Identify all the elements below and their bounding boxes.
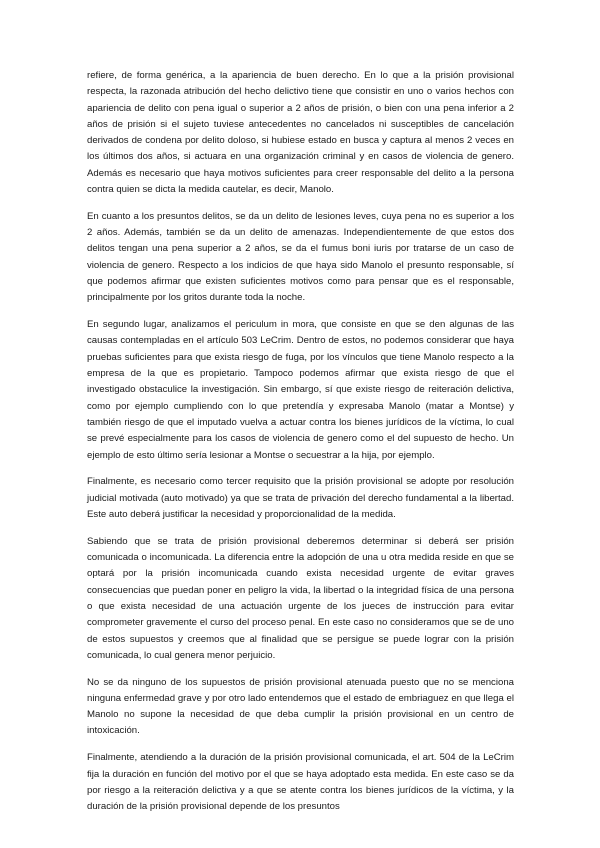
paragraph-duracion: Finalmente, atendiendo a la duración de la prisión provisional comunicada, el art. 504 de la LeCrim fija la duración en función del motivo por el que se haya adoptado esta medida. En este caso se da por riesgo a la reiteración delictiva y a que se atente contra los bienes jurídicos de la víctima, y la duración de la prisión provisional depende de los presuntos bbox=[87, 752, 514, 813]
document-body bbox=[87, 68, 514, 826]
paragraph-prision-atenuada: No se da ninguno de los supuestos de prisión provisional atenuada puesto que no se menciona ninguna enfermedad grave y por otro lado entendemos que el estado de embriaguez en que llega el Manolo no supone la necesidad de que deba cumplir la prisión provisional en un centro de intoxicación. bbox=[87, 676, 514, 737]
paragraph-resolucion-judicial: Finalmente, es necesario como tercer requisito que la prisión provisional se adopte por resolución judicial motivada (auto motivado) ya que se trata de privación del derecho fundamental a la libertad. Este auto deberá justificar la necesidad y proporcionalidad de la medida. bbox=[87, 476, 514, 520]
paragraph-periculum-in-mora: En segundo lugar, analizamos el periculum in mora, que consiste en que se den algunas de las causas contempladas en el artículo 503 LeCrim. Dentro de estos, no podemos considerar que haya pruebas suficientes para que exista riesgo de fuga, por los vínculos que tiene Manolo respecto a la empresa de la que es propietario. Tampoco podemos afirmar que exista riesgo de que el investigado obstaculice la investigación. Sin embargo, sí que existe riesgo de reiteración delictiva, como por ejemplo cumpliendo con lo que pretendía y expresaba Manolo (matar a Montse) y también riesgo de que el imputado vuelva a actuar contra los bienes jurídicos de la víctima, lo cual se prevé especialmente para los casos de violencia de genero como el del supuesto de hecho. Un ejemplo de esto último sería lesionar a Montse o secuestrar a la hija, por ejemplo. bbox=[87, 319, 514, 461]
paragraph-comunicada-incomunicada: Sabiendo que se trata de prisión provisional deberemos determinar si deberá ser prisión comunicada o incomunicada. La diferencia entre la adopción de una u otra medida reside en que se optará por la prisión incomunicada cuando exista necesidad urgente de evitar graves consecuencias que puedan poner en peligro la vida, la libertad o la integridad física de una persona o que exista necesidad de una actuación urgente de los jueces de instrucción para evitar comprometer gravemente el curso del proceso penal. En este caso no consideramos que se de uno de estos supuestos y creemos que al finalidad que se persigue se puede lograr con la prisión comunicada, lo cual genera menor perjuicio. bbox=[87, 535, 514, 661]
paragraph-fumus-boni-iuris-definition: refiere, de forma genérica, a la apariencia de buen derecho. En lo que a la prisión provisional respecta, la razonada atribución del hecho delictivo tiene que consistir en uno o varios hechos con apariencia de delito con pena igual o superior a 2 años de prisión, o bien con una pena inferior a 2 años de prisión si el sujeto tuviese antecedentes no cancelados ni susceptibles de cancelación derivados de condena por delito doloso, si hubiese estado en busca y captura al menos 2 veces en los últimos dos años, si actuara en una organización criminal y en casos de violencia de genero. Además es necesario que haya motivos suficientes para creer responsable del delito a la persona contra quien se dicta la medida cautelar, es decir, Manolo. bbox=[87, 70, 514, 196]
paragraph-presuntos-delitos: En cuanto a los presuntos delitos, se da un delito de lesiones leves, cuya pena no es superior a los 2 años. Además, también se da un delito de amenazas. Independientemente de que estos dos delitos tengan una pena superior a 2 años, se da el fumus boni iuris por tratarse de un caso de violencia de genero. Respecto a los indicios de que haya sido Manolo el presunto responsable, sí que podemos afirmar que existen suficientes motivos como para pensar que es el responsable, principalmente por los gritos durante toda la noche. bbox=[87, 210, 514, 304]
